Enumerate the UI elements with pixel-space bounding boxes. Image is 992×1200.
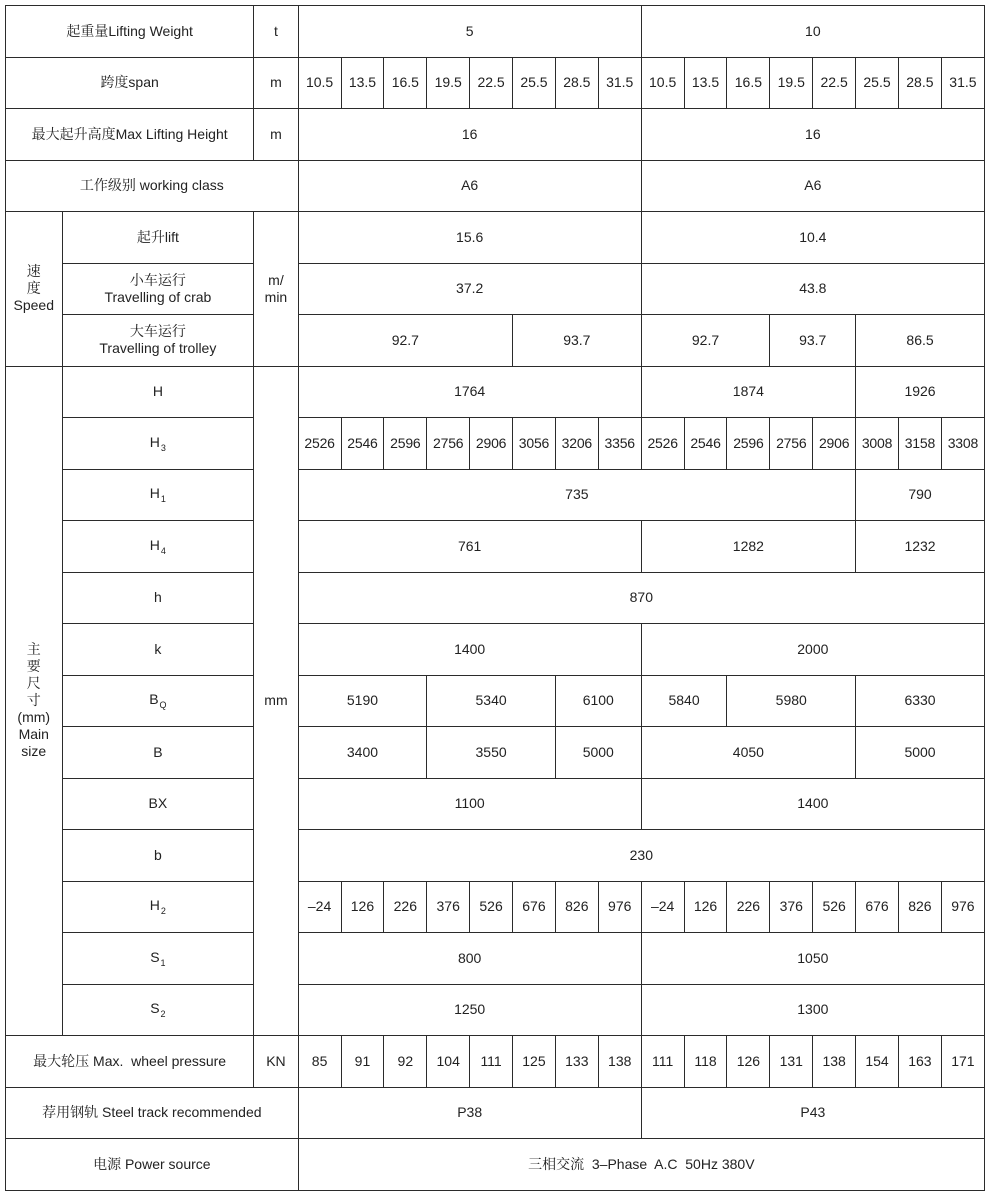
value-size-h2: –24: [298, 881, 341, 933]
value-size-h3: 3206: [555, 418, 598, 470]
value-size-bx: 1400: [641, 778, 984, 830]
value-size-h2: 226: [384, 881, 427, 933]
value-size-s2: 1250: [298, 984, 641, 1036]
value-span: 13.5: [341, 57, 384, 109]
value-speed-lift: 10.4: [641, 212, 984, 264]
row-size-h-upper: [6, 366, 985, 418]
value-size-h2: –24: [641, 881, 684, 933]
value-size-h2: 526: [470, 881, 513, 933]
value-size-bq: 5340: [427, 675, 556, 727]
unit-wheel-pressure: KN: [254, 1036, 298, 1088]
value-steel-track: P43: [641, 1087, 984, 1139]
row-size-h3: [6, 418, 985, 470]
group-speed: [6, 212, 63, 367]
value-size-h-lower: 870: [298, 572, 984, 624]
value-size-h3: 2906: [470, 418, 513, 470]
value-speed-lift: 15.6: [298, 212, 641, 264]
value-size-h3: 3308: [941, 418, 984, 470]
value-size-bq: 6330: [856, 675, 985, 727]
value-size-s2: 1300: [641, 984, 984, 1036]
label-size-h1: [62, 469, 254, 521]
value-size-h4: 761: [298, 521, 641, 573]
value-span: 16.5: [727, 57, 770, 109]
value-size-h1: 790: [856, 469, 985, 521]
value-size-h3: 2526: [298, 418, 341, 470]
label-size-k: k: [62, 624, 254, 676]
label-size-bq-sub: Q: [159, 700, 167, 711]
label-size-s1-main: S: [150, 948, 160, 965]
unit-main-size: mm: [254, 366, 298, 1036]
label-size-h3: [62, 418, 254, 470]
row-size-b-lower: [6, 830, 985, 882]
value-span: 31.5: [941, 57, 984, 109]
label-size-h2: [62, 881, 254, 933]
value-size-h3: 2596: [727, 418, 770, 470]
unit-lifting-weight: t: [254, 6, 298, 58]
value-size-h3: 2756: [770, 418, 813, 470]
label-size-h3-sub: 3: [160, 442, 166, 453]
label-size-h4: [62, 521, 254, 573]
value-span: 28.5: [898, 57, 941, 109]
value-size-h2: 676: [513, 881, 556, 933]
value-max-lifting-height: 16: [298, 109, 641, 161]
row-power-source: [6, 1139, 985, 1191]
value-span: 10.5: [641, 57, 684, 109]
value-size-b-lower: 230: [298, 830, 984, 882]
unit-span: m: [254, 57, 298, 109]
value-max-lifting-height: 16: [641, 109, 984, 161]
value-size-h3: 2526: [641, 418, 684, 470]
value-speed-trolley: 93.7: [770, 315, 856, 367]
row-size-h4: [6, 521, 985, 573]
group-speed-en: Speed: [13, 297, 54, 314]
row-speed-lift: [6, 212, 985, 264]
value-span: 16.5: [384, 57, 427, 109]
value-power-source: 三相交流 3–Phase A.C 50Hz 380V: [298, 1139, 984, 1191]
value-span: 25.5: [513, 57, 556, 109]
value-wheel-pressure: 85: [298, 1036, 341, 1088]
label-working-class: 工作级别 working class: [6, 160, 299, 212]
value-speed-trolley: 92.7: [298, 315, 512, 367]
label-size-s1-sub: 1: [160, 957, 166, 968]
value-size-h3: 2756: [427, 418, 470, 470]
value-size-h-upper: 1926: [856, 366, 985, 418]
value-span: 22.5: [470, 57, 513, 109]
value-wheel-pressure: 126: [727, 1036, 770, 1088]
row-size-k: [6, 624, 985, 676]
unit-speed: m/ min: [254, 212, 298, 367]
label-power-source: 电源 Power source: [6, 1139, 299, 1191]
row-span: [6, 57, 985, 109]
value-size-h-upper: 1764: [298, 366, 641, 418]
value-size-bq: 5840: [641, 675, 727, 727]
value-size-h2: 126: [341, 881, 384, 933]
row-size-s1: [6, 933, 985, 985]
row-size-h-lower: [6, 572, 985, 624]
value-size-h2: 676: [856, 881, 899, 933]
value-lifting-weight: 10: [641, 6, 984, 58]
value-size-h2: 976: [598, 881, 641, 933]
value-size-h3: 2906: [813, 418, 856, 470]
row-working-class: [6, 160, 985, 212]
row-size-h2: [6, 881, 985, 933]
value-span: 19.5: [770, 57, 813, 109]
value-wheel-pressure: 138: [598, 1036, 641, 1088]
label-size-s2: [62, 984, 254, 1036]
value-speed-trolley: 86.5: [856, 315, 985, 367]
label-lifting-weight: 起重量Lifting Weight: [6, 6, 254, 58]
label-size-b-upper: B: [62, 727, 254, 779]
label-span: 跨度span: [6, 57, 254, 109]
value-size-h4: 1282: [641, 521, 855, 573]
label-size-s2-main: S: [150, 1000, 160, 1017]
value-size-k: 1400: [298, 624, 641, 676]
value-span: 28.5: [555, 57, 598, 109]
value-wheel-pressure: 163: [898, 1036, 941, 1088]
value-wheel-pressure: 154: [856, 1036, 899, 1088]
value-size-b-upper: 4050: [641, 727, 855, 779]
label-size-s2-sub: 2: [160, 1009, 166, 1020]
row-size-bq: [6, 675, 985, 727]
label-size-bq: [62, 675, 254, 727]
value-speed-crab: 43.8: [641, 263, 984, 315]
value-span: 13.5: [684, 57, 727, 109]
row-lifting-weight: [6, 6, 985, 58]
label-size-h-upper: H: [62, 366, 254, 418]
value-size-h2: 526: [813, 881, 856, 933]
value-span: 10.5: [298, 57, 341, 109]
row-steel-track: [6, 1087, 985, 1139]
value-size-b-upper: 3550: [427, 727, 556, 779]
value-size-s1: 1050: [641, 933, 984, 985]
value-size-h2: 826: [555, 881, 598, 933]
label-size-s1: [62, 933, 254, 985]
label-size-bq-main: B: [149, 691, 159, 708]
row-speed-trolley: [6, 315, 985, 367]
value-size-h2: 376: [427, 881, 470, 933]
value-lifting-weight: 5: [298, 6, 641, 58]
value-working-class: A6: [298, 160, 641, 212]
label-size-bx: BX: [62, 778, 254, 830]
value-span: 25.5: [856, 57, 899, 109]
row-max-lifting-height: [6, 109, 985, 161]
crane-spec-table: [5, 5, 985, 1191]
unit-max-lifting-height: m: [254, 109, 298, 161]
value-wheel-pressure: 138: [813, 1036, 856, 1088]
group-main-size-cn: 主 要 尺 寸: [26, 641, 41, 709]
value-size-b-upper: 3400: [298, 727, 427, 779]
label-size-h4-sub: 4: [160, 545, 166, 556]
value-span: 31.5: [598, 57, 641, 109]
label-size-h3-main: H: [149, 433, 160, 450]
value-wheel-pressure: 92: [384, 1036, 427, 1088]
value-wheel-pressure: 171: [941, 1036, 984, 1088]
label-size-h2-main: H: [149, 897, 160, 914]
value-size-k: 2000: [641, 624, 984, 676]
value-speed-trolley: 93.7: [513, 315, 642, 367]
label-steel-track: 荐用钢轨 Steel track recommended: [6, 1087, 299, 1139]
row-size-bx: [6, 778, 985, 830]
value-size-b-upper: 5000: [555, 727, 641, 779]
value-size-h2: 826: [898, 881, 941, 933]
label-size-b-lower: b: [62, 830, 254, 882]
value-size-h2: 226: [727, 881, 770, 933]
value-size-h2: 126: [684, 881, 727, 933]
label-max-lifting-height: 最大起升高度Max Lifting Height: [6, 109, 254, 161]
value-steel-track: P38: [298, 1087, 641, 1139]
value-wheel-pressure: 111: [641, 1036, 684, 1088]
value-size-h3: 3158: [898, 418, 941, 470]
value-size-h3: 2596: [384, 418, 427, 470]
row-wheel-pressure: [6, 1036, 985, 1088]
row-size-b-upper: [6, 727, 985, 779]
value-wheel-pressure: 104: [427, 1036, 470, 1088]
value-speed-trolley: 92.7: [641, 315, 770, 367]
value-size-h3: 3056: [513, 418, 556, 470]
label-speed-crab: 小车运行 Travelling of crab: [62, 263, 254, 315]
label-size-h4-main: H: [149, 536, 160, 553]
label-size-h1-main: H: [149, 485, 160, 502]
value-size-h4: 1232: [856, 521, 985, 573]
value-size-h2: 376: [770, 881, 813, 933]
label-speed-trolley: 大车运行 Travelling of trolley: [62, 315, 254, 367]
row-size-s2: [6, 984, 985, 1036]
value-working-class: A6: [641, 160, 984, 212]
value-size-h3: 2546: [341, 418, 384, 470]
value-wheel-pressure: 131: [770, 1036, 813, 1088]
value-size-h-upper: 1874: [641, 366, 855, 418]
value-span: 22.5: [813, 57, 856, 109]
row-speed-crab: [6, 263, 985, 315]
value-wheel-pressure: 118: [684, 1036, 727, 1088]
value-size-b-upper: 5000: [856, 727, 985, 779]
group-main-size: [6, 366, 63, 1036]
value-span: 19.5: [427, 57, 470, 109]
value-size-bq: 5980: [727, 675, 856, 727]
value-wheel-pressure: 91: [341, 1036, 384, 1088]
value-wheel-pressure: 133: [555, 1036, 598, 1088]
value-size-h1: 735: [298, 469, 855, 521]
value-size-bq: 6100: [555, 675, 641, 727]
label-wheel-pressure: 最大轮压 Max. wheel pressure: [6, 1036, 254, 1088]
value-size-s1: 800: [298, 933, 641, 985]
value-wheel-pressure: 111: [470, 1036, 513, 1088]
value-speed-crab: 37.2: [298, 263, 641, 315]
row-size-h1: [6, 469, 985, 521]
label-size-h-lower: h: [62, 572, 254, 624]
value-size-h2: 976: [941, 881, 984, 933]
value-size-h3: 2546: [684, 418, 727, 470]
label-size-h1-sub: 1: [160, 494, 166, 505]
value-size-bx: 1100: [298, 778, 641, 830]
value-size-h3: 3356: [598, 418, 641, 470]
group-main-size-en: (mm) Main size: [17, 709, 51, 760]
group-speed-cn: 速 度: [26, 263, 41, 297]
value-size-bq: 5190: [298, 675, 427, 727]
value-size-h3: 3008: [856, 418, 899, 470]
label-size-h2-sub: 2: [160, 906, 166, 917]
value-wheel-pressure: 125: [513, 1036, 556, 1088]
label-speed-lift: 起升lift: [62, 212, 254, 264]
